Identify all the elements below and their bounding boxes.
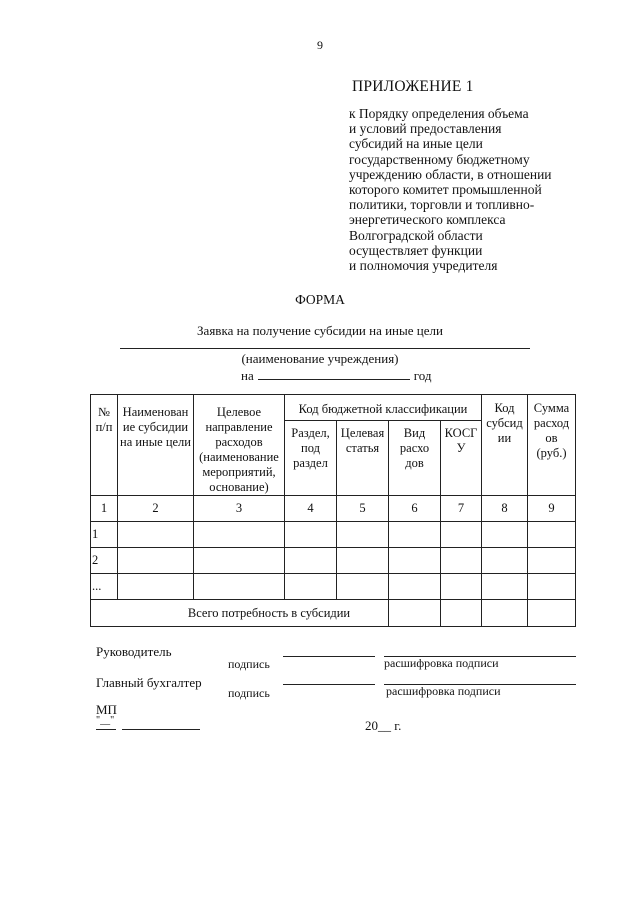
institution-name-caption: (наименование учреждения) (241, 351, 399, 366)
appendix-line: субсидий на иные цели (349, 136, 483, 152)
column-number-cell: 1 (91, 496, 118, 522)
appendix-line: и условий предоставления (349, 121, 502, 137)
seal-label: МП (96, 702, 117, 717)
empty-cell (337, 522, 389, 548)
table-row (91, 548, 576, 574)
empty-cell (528, 548, 576, 574)
empty-cell (285, 548, 337, 574)
row-number-cell: ... (91, 574, 118, 600)
empty-cell (389, 548, 441, 574)
column-number-cell: 2 (118, 496, 194, 522)
date-year: 20__ г. (365, 718, 402, 733)
empty-cell (389, 574, 441, 600)
header-section: Раздел, под раздел (285, 421, 337, 496)
empty-cell (441, 548, 482, 574)
appendix-line: энергетического комплекса (349, 212, 506, 228)
year-prefix: на (241, 368, 254, 383)
accountant-signature-line (283, 684, 375, 685)
total-label: Всего потребность в субсидии (91, 600, 389, 627)
appendix-text (349, 106, 629, 273)
date-day-line (96, 729, 116, 730)
subsidy-table (90, 394, 576, 627)
year-row (241, 367, 431, 384)
form-subtitle: Заявка на получение субсидии на иные цели (197, 323, 443, 338)
empty-cell (285, 522, 337, 548)
empty-cell (528, 522, 576, 548)
column-number-cell: 4 (285, 496, 337, 522)
head-signature-caption: подпись (228, 657, 270, 671)
empty-cell (441, 522, 482, 548)
appendix-line: осуществляет функции (349, 242, 483, 258)
empty-cell (482, 522, 528, 548)
head-label: Руководитель (96, 644, 172, 659)
header-target-direction: Целевое направление расходов (наименование мероприятий, основание) (194, 395, 285, 496)
empty-cell (441, 574, 482, 600)
empty-cell (118, 522, 194, 548)
page-number: 9 (317, 38, 323, 52)
empty-cell (528, 574, 576, 600)
appendix-line: Волгоградской области (349, 227, 483, 243)
empty-cell (194, 548, 285, 574)
appendix-title: ПРИЛОЖЕНИЕ 1 (352, 78, 474, 95)
column-number-cell: 7 (441, 496, 482, 522)
head-decode-caption: расшифровка подписи (384, 656, 499, 670)
accountant-decode-caption: расшифровка подписи (386, 684, 501, 698)
header-budget-classification: Код бюджетной классификации (285, 395, 482, 421)
empty-cell (337, 548, 389, 574)
appendix-line: к Порядку определения объема (349, 106, 529, 121)
empty-cell (337, 574, 389, 600)
empty-cell (118, 548, 194, 574)
appendix-line: которого комитет промышленной (349, 182, 542, 198)
empty-cell (441, 600, 482, 627)
empty-cell (389, 600, 441, 627)
empty-cell (194, 574, 285, 600)
empty-cell (194, 522, 285, 548)
table-row (91, 522, 576, 548)
empty-cell (389, 522, 441, 548)
empty-cell (285, 574, 337, 600)
empty-cell (482, 574, 528, 600)
date-month-line (122, 729, 200, 730)
header-kosgu: КОСГ У (441, 421, 482, 496)
year-suffix: год (413, 368, 432, 383)
date-quotes: "__" (96, 715, 115, 726)
row-number-cell: 2 (91, 548, 118, 574)
head-signature-line (283, 656, 375, 657)
empty-cell (528, 600, 576, 627)
header-target-item: Целевая статья (337, 421, 389, 496)
total-row (91, 600, 576, 627)
row-number-cell: 1 (91, 522, 118, 548)
empty-cell (482, 548, 528, 574)
year-blank-line (258, 367, 410, 380)
appendix-line: учреждению области, в отношении (349, 166, 552, 182)
appendix-line: государственному бюджетному (349, 151, 530, 167)
appendix-line: и полномочия учредителя (349, 258, 498, 274)
institution-name-line (120, 348, 530, 349)
accountant-label: Главный бухгалтер (96, 675, 202, 690)
header-subsidy-name: Наименован ие субсидии на иные цели (118, 395, 194, 496)
column-number-cell: 5 (337, 496, 389, 522)
table-row (91, 574, 576, 600)
header-subsidy-code: Код субсид ии (482, 395, 528, 496)
form-title: ФОРМА (295, 292, 345, 307)
column-number-cell: 6 (389, 496, 441, 522)
column-number-cell: 8 (482, 496, 528, 522)
header-expense-type: Вид расхо дов (389, 421, 441, 496)
column-number-cell: 3 (194, 496, 285, 522)
header-number: № п/п (91, 395, 118, 496)
appendix-line: политики, торговли и топливно- (349, 197, 535, 213)
header-expense-sum: Сумма расход ов (руб.) (528, 395, 576, 496)
empty-cell (482, 600, 528, 627)
empty-cell (118, 574, 194, 600)
column-number-cell: 9 (528, 496, 576, 522)
accountant-signature-caption: подпись (228, 686, 270, 700)
